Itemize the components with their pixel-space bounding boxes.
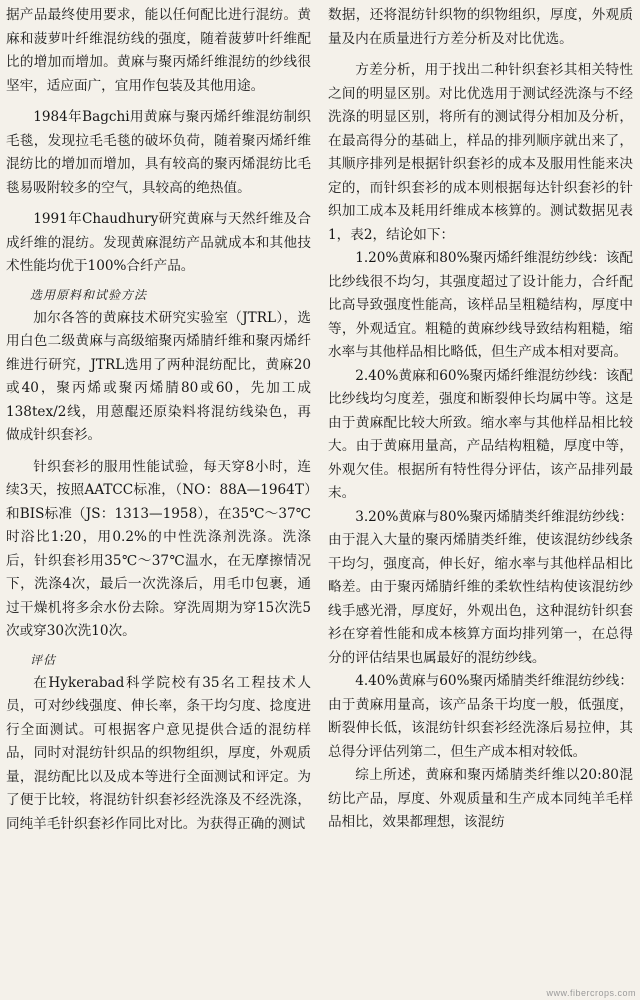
paragraph-gap <box>6 200 311 208</box>
right-paragraph-6: 4.40%黄麻与60%聚丙烯腈类纤维混纺纱线：由于黄麻用量高，该产品条干均度一般，低强度，断裂伸长低，该混纺针织套衫经洗涤后易拉伸，其总得分评估列第二，但生产成本相对较低。 <box>328 673 633 760</box>
section-heading-evaluation: 评估 <box>30 652 57 667</box>
left-paragraph-6: 在Hykerabad科学院校有35名工程技术人员，可对纱线强度、伸长率，条干均匀度、捻度进行全面测试。可根据客户意见提供合适的混纺样品，同时对混纺针织品的织物组织，厚度，外观质量，混纺配比以及成本等进行全面测试和评定。为了便于比较，将混纺针织套衫经洗涤及不经洗涤，同纯羊毛针织套衫作同比对比。为获得正确的测试 <box>6 674 311 832</box>
right-paragraph-2: 方差分析，用于找出二种针织套衫其相关特性之间的明显区别。对比优选用于测试经洗涤与不经洗涤的明显区别，将所有的测试得分相加及分析，在最高得分的基础上，样品的排列顺序就出来了，其顺序排列是根据针织套衫的成本及服用性能来决定的，而针织套衫的成本则根据每达针织套衫的针织加工成本及耗用纤维成本核算的。测试数据见表1，表2，结论如下： <box>328 62 633 243</box>
right-column <box>328 4 633 835</box>
left-paragraph-4: 加尔各答的黄麻技术研究实验室（JTRL），选用白色二级黄麻与高级缩聚丙烯腈纤维和聚丙烯纤维进行研究，JTRL选用了两种混纺配比，黄麻20或40，聚丙烯或聚丙烯腈80或60，先加工成138tex/2线，用蒽醌还原染料将混纺线染色，再做成针织套衫。 <box>6 309 311 443</box>
left-paragraph-2: 1984年Bagchi用黄麻与聚丙烯纤维混纺制织毛毯，发现拉毛毛毯的破坏负荷，随着聚丙烯纤维混纺比的增加而增加，具有较高的聚丙烯混纺比毛毯易吸附较多的空气，具较高的绝热值。 <box>6 109 311 196</box>
left-paragraph-5: 针织套衫的服用性能试验，每天穿8小时，连续3天，按照AATCC标准，（NO：88A—1964T）和BIS标准（JS：1313—1958），在35℃～37℃时浴比1:20，用0.2%的中性洗涤剂洗涤。洗涤后，针织套衫用35℃～37℃温水，在无摩擦情况下，洗涤4次，最后一次洗涤后，用毛巾包裹，通过干燥机将多余水份去除。穿洗周期为穿15次洗5次或穿30次洗10次。 <box>6 458 311 639</box>
section-heading-materials-methods: 选用原料和试验方法 <box>30 287 148 302</box>
right-paragraph-1: 数据，还将混纺针织物的织物组织，厚度，外观质量及内在质量进行方差分析及对比优选。 <box>328 7 633 47</box>
left-paragraph-3: 1991年Chaudhury研究黄麻与天然纤维及合成纤维的混纺。发现黄麻混纺产品就成本和其他技术性能均优于100%合纤产品。 <box>6 211 311 274</box>
right-paragraph-3: 1.20%黄麻和80%聚丙烯纤维混纺纱线：该配比纱线很不均匀，其强度超过了设计能力，合纤配比高导致强度性能高，该样品呈粗糙结构，厚度中等，外观适宜。粗糙的黄麻纱线导致结构粗糙，缩水率与其他样品相比略低，但生产成本相对要高。 <box>328 250 633 360</box>
watermark: www.fibercrops.com <box>546 988 636 998</box>
left-paragraph-1: 据产品最终使用要求，能以任何配比进行混纺。黄麻和菠萝叶纤维混纺线的强度，随着菠萝叶纤维配比的增加而增加。黄麻与聚丙烯纤维混纺的纱线很坚牢，适应面广，宜用作包装及其他用途。 <box>6 7 311 94</box>
paragraph-gap <box>6 448 311 456</box>
paragraph-gap <box>328 51 633 59</box>
right-paragraph-4: 2.40%黄麻和60%聚丙烯纤维混纺纱线：该配比纱线均匀度差，强度和断裂伸长均属中等。这是由于黄麻配比较大所致。缩水率与其他样品相比较大。由于黄麻用量高，产品结构粗糙，厚度中等，外观欠佳。根据所有特性得分评估，该产品排列最末。 <box>328 367 633 501</box>
left-column <box>6 4 311 836</box>
right-paragraph-5: 3.20%黄麻与80%聚丙烯腈类纤维混纺纱线：由于混入大量的聚丙烯腈类纤维，使该混纺纱线条干均匀，强度高，伸长好，缩水率与其他样品相比略差。由于聚丙烯腈纤维的柔软性结构使该混纺纱线手感光滑，厚度好，外观出色，这种混纺针织套衫在穿着性能和成本核算方面均排列第一，在总得分的评估结果也属最好的混纺纱线。 <box>328 508 633 666</box>
paragraph-gap <box>6 98 311 106</box>
right-paragraph-7: 综上所述，黄麻和聚丙烯腈类纤维以20:80混纺比产品，厚度、外观质量和生产成本同纯羊毛样品相比，效果都理想，该混纺 <box>328 767 633 830</box>
